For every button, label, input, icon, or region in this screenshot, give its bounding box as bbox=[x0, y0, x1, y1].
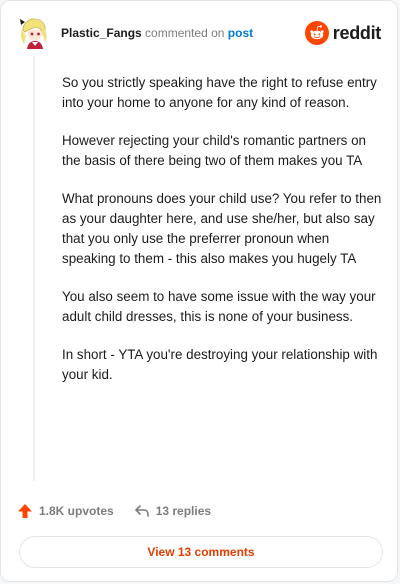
upvote-button[interactable] bbox=[17, 503, 114, 519]
comment-paragraph: What pronouns does your child use? You refer to then as your daughter here, and use she/her, but also say that you only use the preferrer pronoun when speaking to them - this also makes you hugely TA bbox=[62, 191, 382, 266]
reply-arrow-icon bbox=[134, 503, 150, 519]
upvote-arrow-icon bbox=[17, 503, 33, 519]
comment-body bbox=[62, 73, 384, 403]
comment-actions bbox=[17, 501, 231, 521]
post-link[interactable]: post bbox=[227, 26, 254, 40]
anime-avatar-icon bbox=[17, 16, 51, 50]
comment-paragraph: You also seem to have some issue with the way your adult child dresses, this is none of your business. bbox=[62, 289, 376, 324]
reddit-snoo-icon bbox=[305, 21, 329, 45]
view-comments-button[interactable]: View 13 comments bbox=[19, 536, 383, 568]
comment-header bbox=[17, 13, 381, 53]
comment-meta bbox=[61, 25, 253, 41]
comment-paragraph: In short - YTA you're destroying your relationship with your kid. bbox=[62, 347, 378, 382]
reddit-wordmark: reddit bbox=[332, 23, 381, 43]
upvote-count: 1.8K upvotes bbox=[39, 504, 114, 518]
reddit-logo[interactable] bbox=[305, 21, 381, 45]
username-link[interactable]: Plastic_Fangs bbox=[61, 26, 142, 40]
thread-line bbox=[33, 57, 35, 481]
comment-paragraph: However rejecting your child's romantic partners on the basis of there being two of them makes you TA bbox=[62, 133, 366, 168]
user-avatar[interactable] bbox=[17, 16, 51, 50]
action-text: commented on bbox=[145, 26, 225, 40]
reply-count: 13 replies bbox=[155, 504, 212, 518]
replies-button[interactable] bbox=[134, 503, 211, 519]
comment-paragraph: So you strictly speaking have the right to refuse entry into your home to anyone for any kind of reason. bbox=[62, 75, 377, 110]
